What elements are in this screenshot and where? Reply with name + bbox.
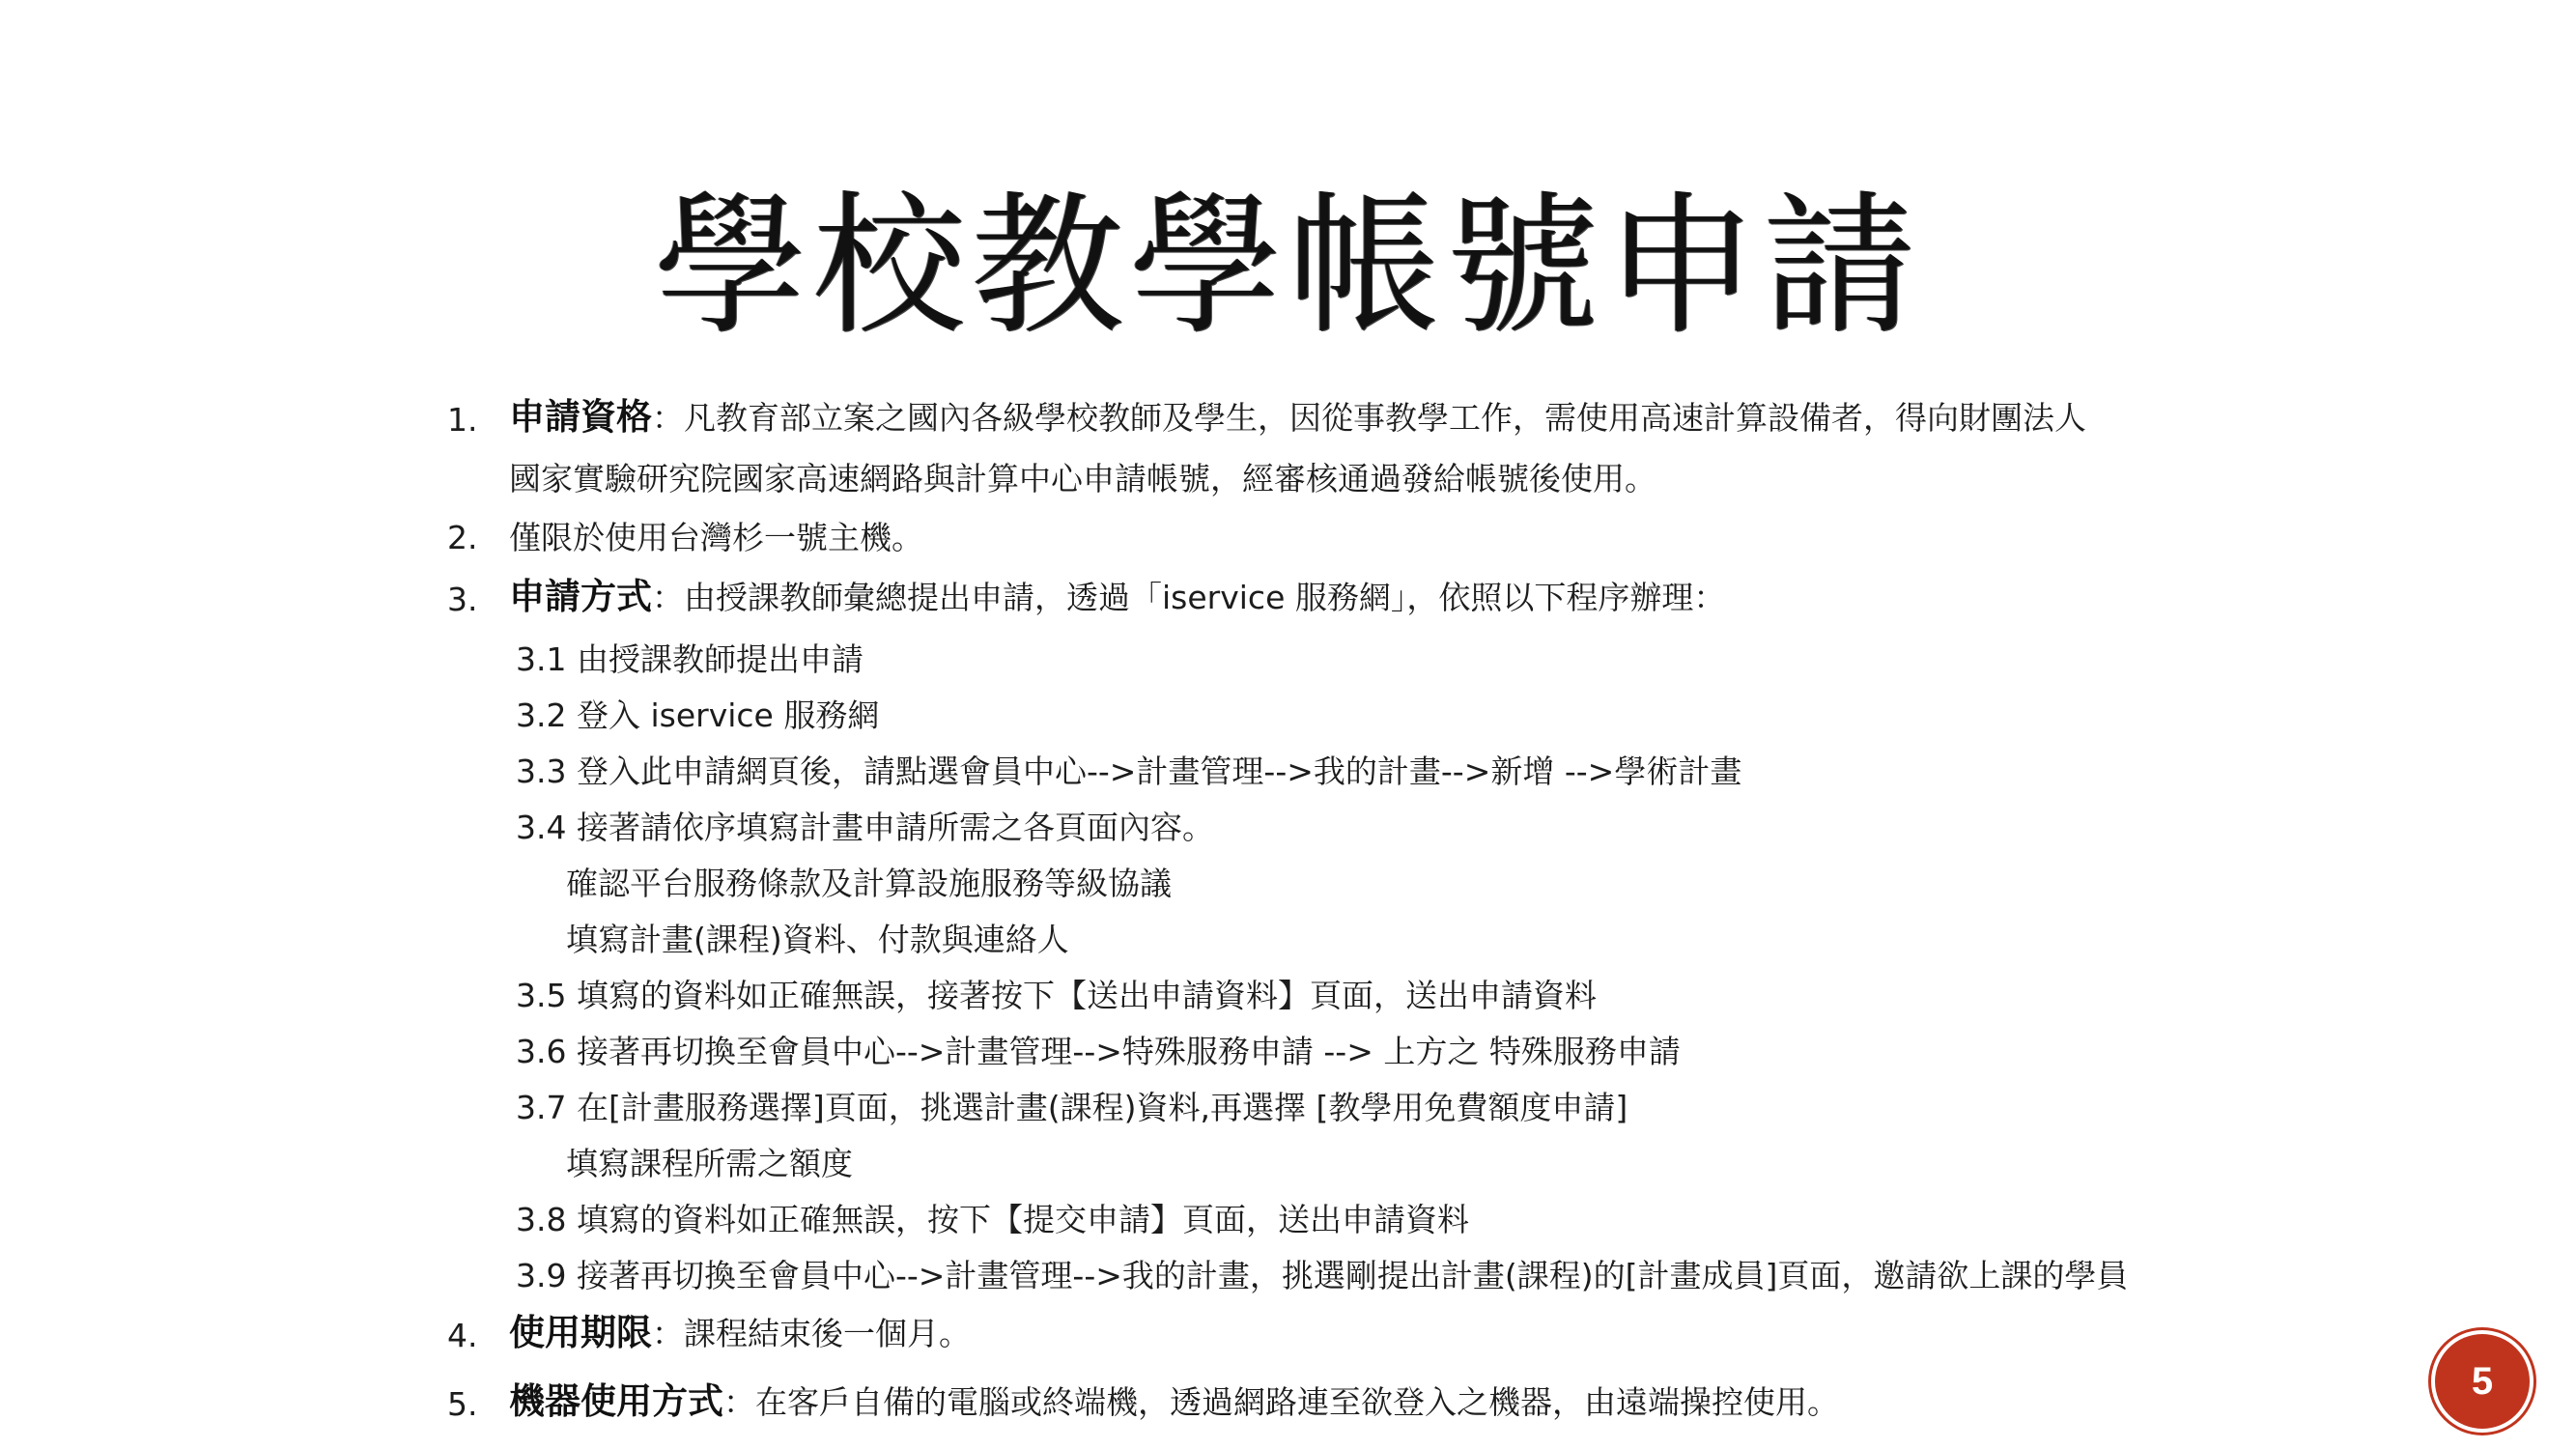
item-3-line <box>509 576 1725 619</box>
step-3-4-sub-1: 確認平台服務條款及計算設施服務等級協議 <box>566 865 1172 902</box>
item-number: 1. <box>447 401 478 439</box>
item-text: ：由授課教師彙總提出申請，透過「iservice 服務網」，依照以下程序辦理： <box>652 579 1726 616</box>
step-3-5: 3.5 填寫的資料如正確無誤，接著按下【送出申請資料】頁面，送出申請資料 <box>516 977 1597 1014</box>
item-text: ：在客戶自備的電腦或終端機，透過網路連至欲登入之機器，由遠端操控使用。 <box>723 1383 1839 1421</box>
step-3-8: 3.8 填寫的資料如正確無誤，按下【提交申請】頁面，送出申請資料 <box>516 1201 1469 1238</box>
item-lead: 機器使用方式 <box>509 1380 723 1422</box>
step-3-2: 3.2 登入 iservice 服務網 <box>516 696 880 734</box>
step-3-7-sub: 填寫課程所需之額度 <box>566 1145 853 1182</box>
item-number: 4. <box>447 1317 478 1354</box>
item-1-line <box>509 396 2086 440</box>
step-3-4-sub-2: 填寫計畫(課程)資料、付款與連絡人 <box>566 921 1069 958</box>
item-number: 3. <box>447 581 478 618</box>
item-lead: 申請資格 <box>509 396 652 438</box>
item-lead: 使用期限 <box>509 1312 652 1353</box>
slide-title: 學校教學帳號申請 <box>654 178 1922 355</box>
item-number: 5. <box>447 1385 478 1423</box>
item-number: 2. <box>447 519 478 556</box>
step-3-6: 3.6 接著再切換至會員中心-->計畫管理-->特殊服務申請 --> 上方之 特殊服務申請 <box>516 1033 1681 1070</box>
item-text: ：凡教育部立案之國內各級學校教師及學生，因從事教學工作，需使用高速計算設備者，得向財團法人 <box>652 399 2086 437</box>
item-text: ：課程結束後一個月。 <box>652 1315 971 1352</box>
step-3-1: 3.1 由授課教師提出申請 <box>516 640 863 678</box>
item-2-text: 僅限於使用台灣杉一號主機。 <box>509 519 923 556</box>
item-5-line <box>509 1380 1839 1424</box>
step-3-7: 3.7 在[計畫服務選擇]頁面，挑選計畫(課程)資料,再選擇 [教學用免費額度申請] <box>516 1089 1628 1126</box>
page-number-badge: 5 <box>2435 1334 2530 1429</box>
step-3-3: 3.3 登入此申請網頁後，請點選會員中心-->計畫管理-->我的計畫-->新增 -->學術計畫 <box>516 753 1742 790</box>
item-lead: 申請方式 <box>509 576 652 617</box>
item-4-line <box>509 1312 971 1355</box>
step-3-9: 3.9 接著再切換至會員中心-->計畫管理-->我的計畫，挑選剛提出計畫(課程)的[計畫成員]頁面，邀請欲上課的學員 <box>516 1257 2129 1294</box>
step-3-4: 3.4 接著請依序填寫計畫申請所需之各頁面內容。 <box>516 809 1214 846</box>
item-1-continuation: 國家實驗研究院國家高速網路與計算中心申請帳號，經審核通過發給帳號後使用。 <box>509 460 1656 497</box>
